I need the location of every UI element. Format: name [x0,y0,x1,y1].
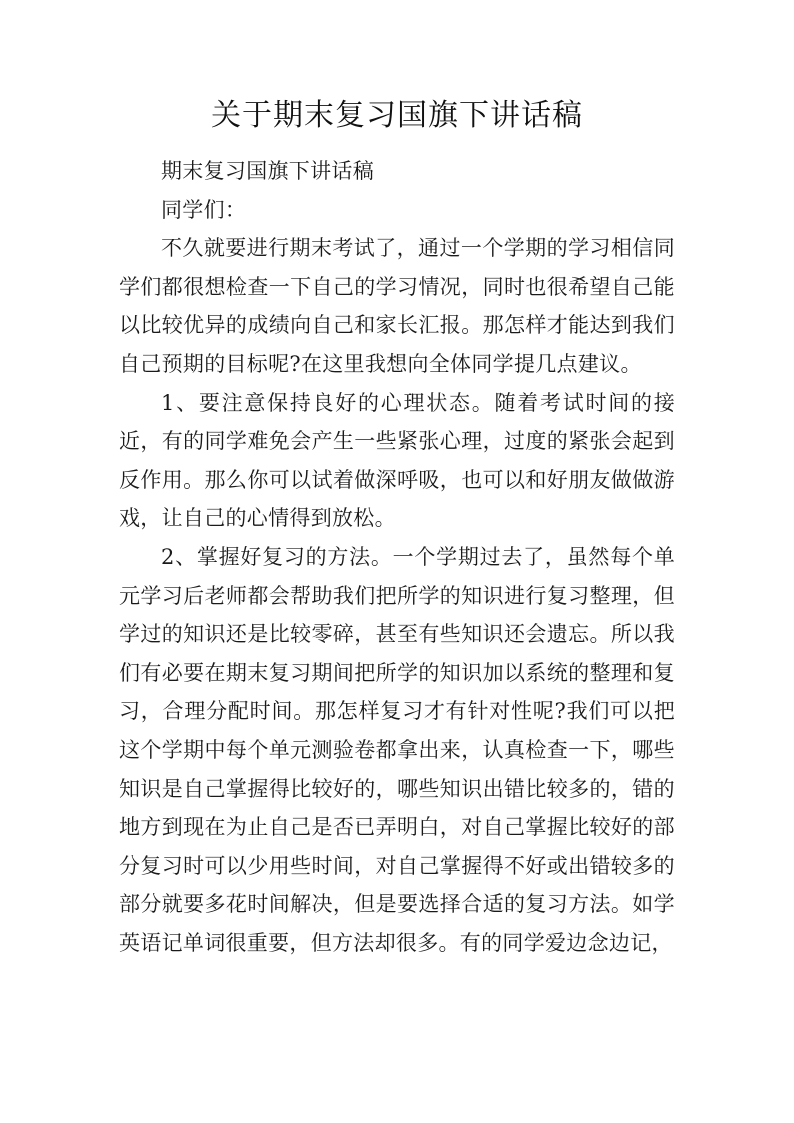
subtitle-paragraph: 期末复习国旗下讲话稿 [161,159,374,183]
document-title: 关于期末复习国旗下讲话稿 [211,98,583,133]
point-two-paragraph: 2、掌握好复习的方法。一个学期过去了，虽然每个单元学习后老师都会帮助我们把所学的知识进行复习整理，但学过的知识还是比较零碎，甚至有些知识还会遗忘。所以我们有必要在期末复习期间把所学的知识加以系统的整理和复习，合理分配时间。那怎样复习才有针对性呢?我们可以把这个学期中每个单元测验卷都拿出来，认真检查一下，哪些知识是自己掌握得比较好的，哪些知识出错比较多的，错的地方到现在为止自己是否已弄明白，对自己掌握比较好的部分复习时可以少用些时间，对自己掌握得不好或出错较多的部分就要多花时间解决，但是要选择合适的复习方法。如学英语记单词很重要，但方法却很多。有的同学爱边念边记， [119,544,675,955]
point-one-paragraph: 1、要注意保持良好的心理状态。随着考试时间的接近，有的同学难免会产生一些紧张心理，过度的紧张会起到反作用。那么你可以试着做深呼吸，也可以和好朋友做做游戏，让自己的心情得到放松。 [119,390,675,531]
salutation-paragraph: 同学们： [161,197,247,222]
intro-paragraph: 不久就要进行期末考试了，通过一个学期的学习相信同学们都很想检查一下自己的学习情况，同时也很希望自己能以比较优异的成绩向自己和家长汇报。那怎样才能达到我们自己预期的目标呢?在这里我想向全体同学提几点建议。 [119,236,675,376]
document-body [119,152,675,962]
